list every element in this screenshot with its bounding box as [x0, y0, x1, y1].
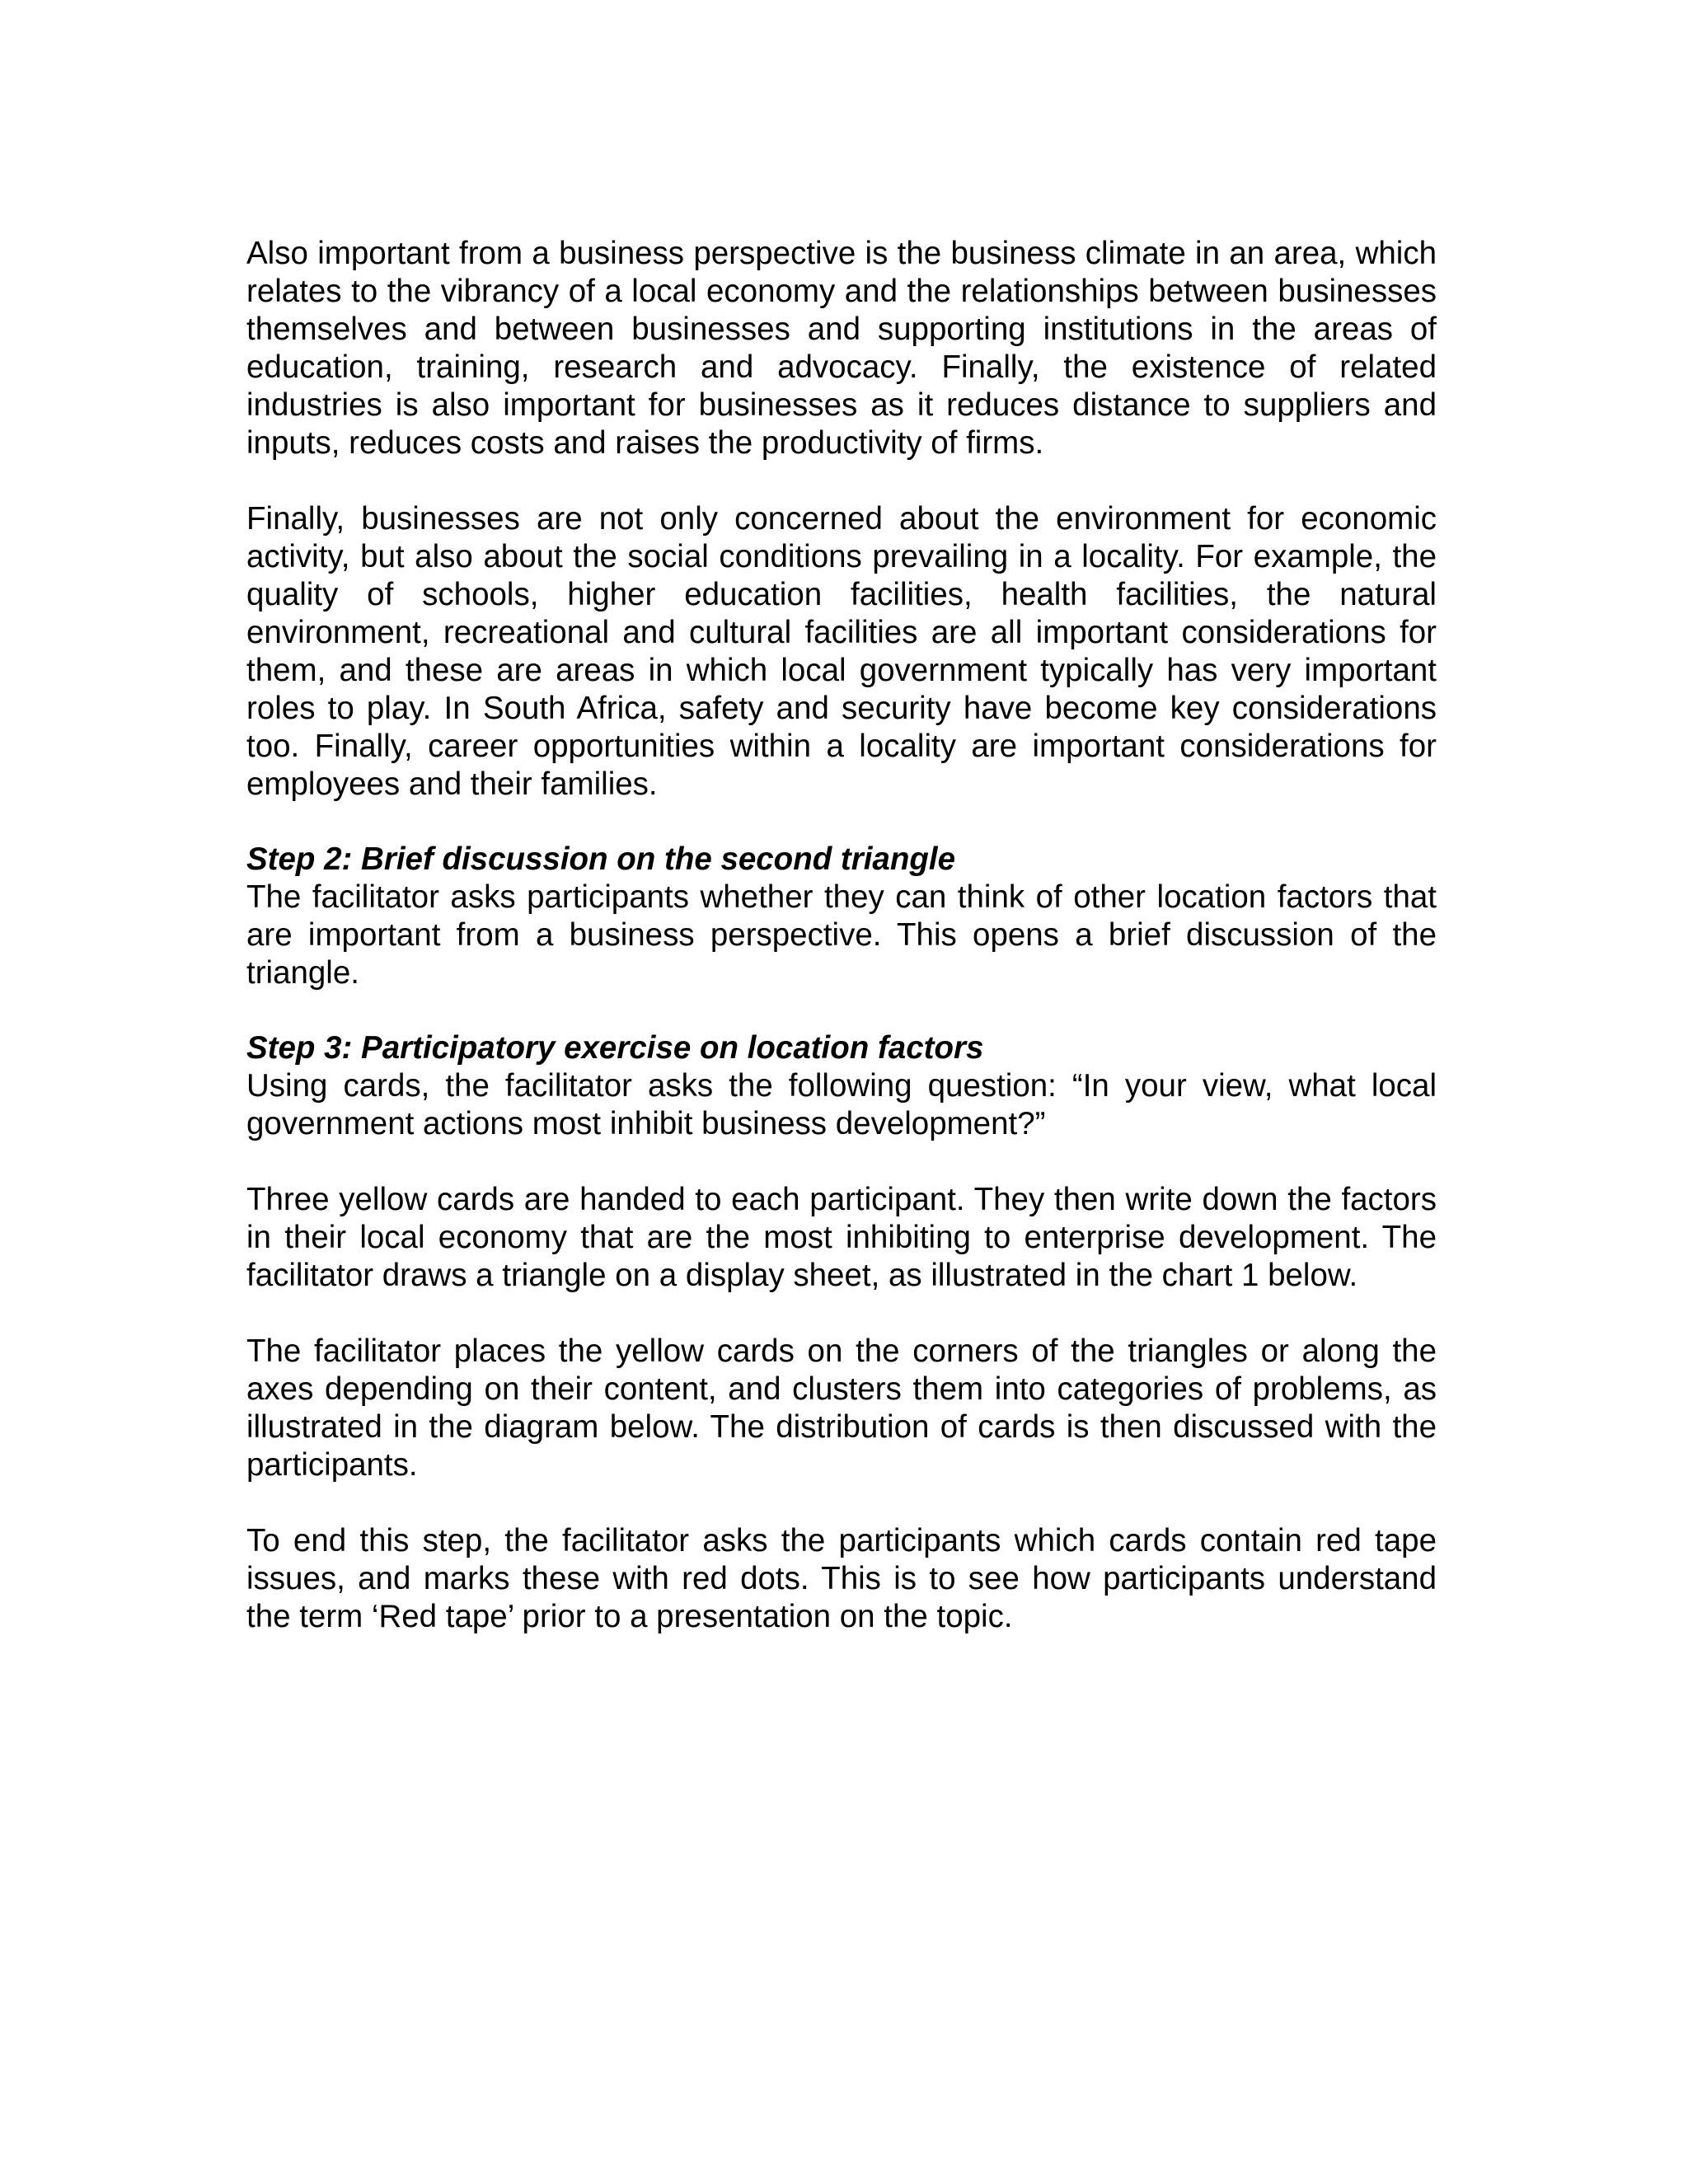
step3-body: Using cards, the facilitator asks the following question: “In your view, what local government actions most inhibit business development?” [246, 1068, 1437, 1141]
step2-body: The facilitator asks participants whether they can think of other location factors that are important from a business perspective. This opens a brief discussion of the triangle. [246, 879, 1437, 991]
step3-heading: Step 3: Participatory exercise on location factors [246, 1030, 984, 1066]
paragraph-business-climate: Also important from a business perspective is the business climate in an area, which relates to the vibrancy of a local economy and the relationships between businesses themselves and between businesses and supporting institutions in the areas of education, training, research and advocacy. Finally, the existence of related industries is also important for businesses as it reduces distance to suppliers and inputs, reduces costs and raises the productivity of firms. [246, 236, 1437, 461]
paragraph-social-conditions: Finally, businesses are not only concerned about the environment for economic activity, but also about the social conditions prevailing in a locality. For example, the quality of schools, higher education facilities, health facilities, the natural environment, recreational and cultural facilities are all important considerations for them, and these are areas in which local government typically has very important roles to play. In South Africa, safety and security have become key considerations too. Finally, career opportunities within a locality are important considerations for employees and their families. [246, 501, 1437, 802]
paragraph-yellow-cards: Three yellow cards are handed to each participant. They then write down the factors in their local economy that are the most inhibiting to enterprise development. The facilitator draws a triangle on a display sheet, as illustrated in the chart 1 below. [246, 1182, 1437, 1293]
paragraph-card-clusters: The facilitator places the yellow cards on the corners of the triangles or along the axes depending on their content, and clusters them into categories of problems, as illustrated in the diagram below. The distribution of cards is then discussed with the participants. [246, 1333, 1437, 1483]
document-body [246, 235, 1437, 1636]
step2-heading: Step 2: Brief discussion on the second triangle [246, 841, 955, 877]
paragraph-red-tape: To end this step, the facilitator asks the participants which cards contain red tape issues, and marks these with red dots. This is to see how participants understand the term ‘Red tape’ prior to a presentation on the topic. [246, 1523, 1437, 1634]
